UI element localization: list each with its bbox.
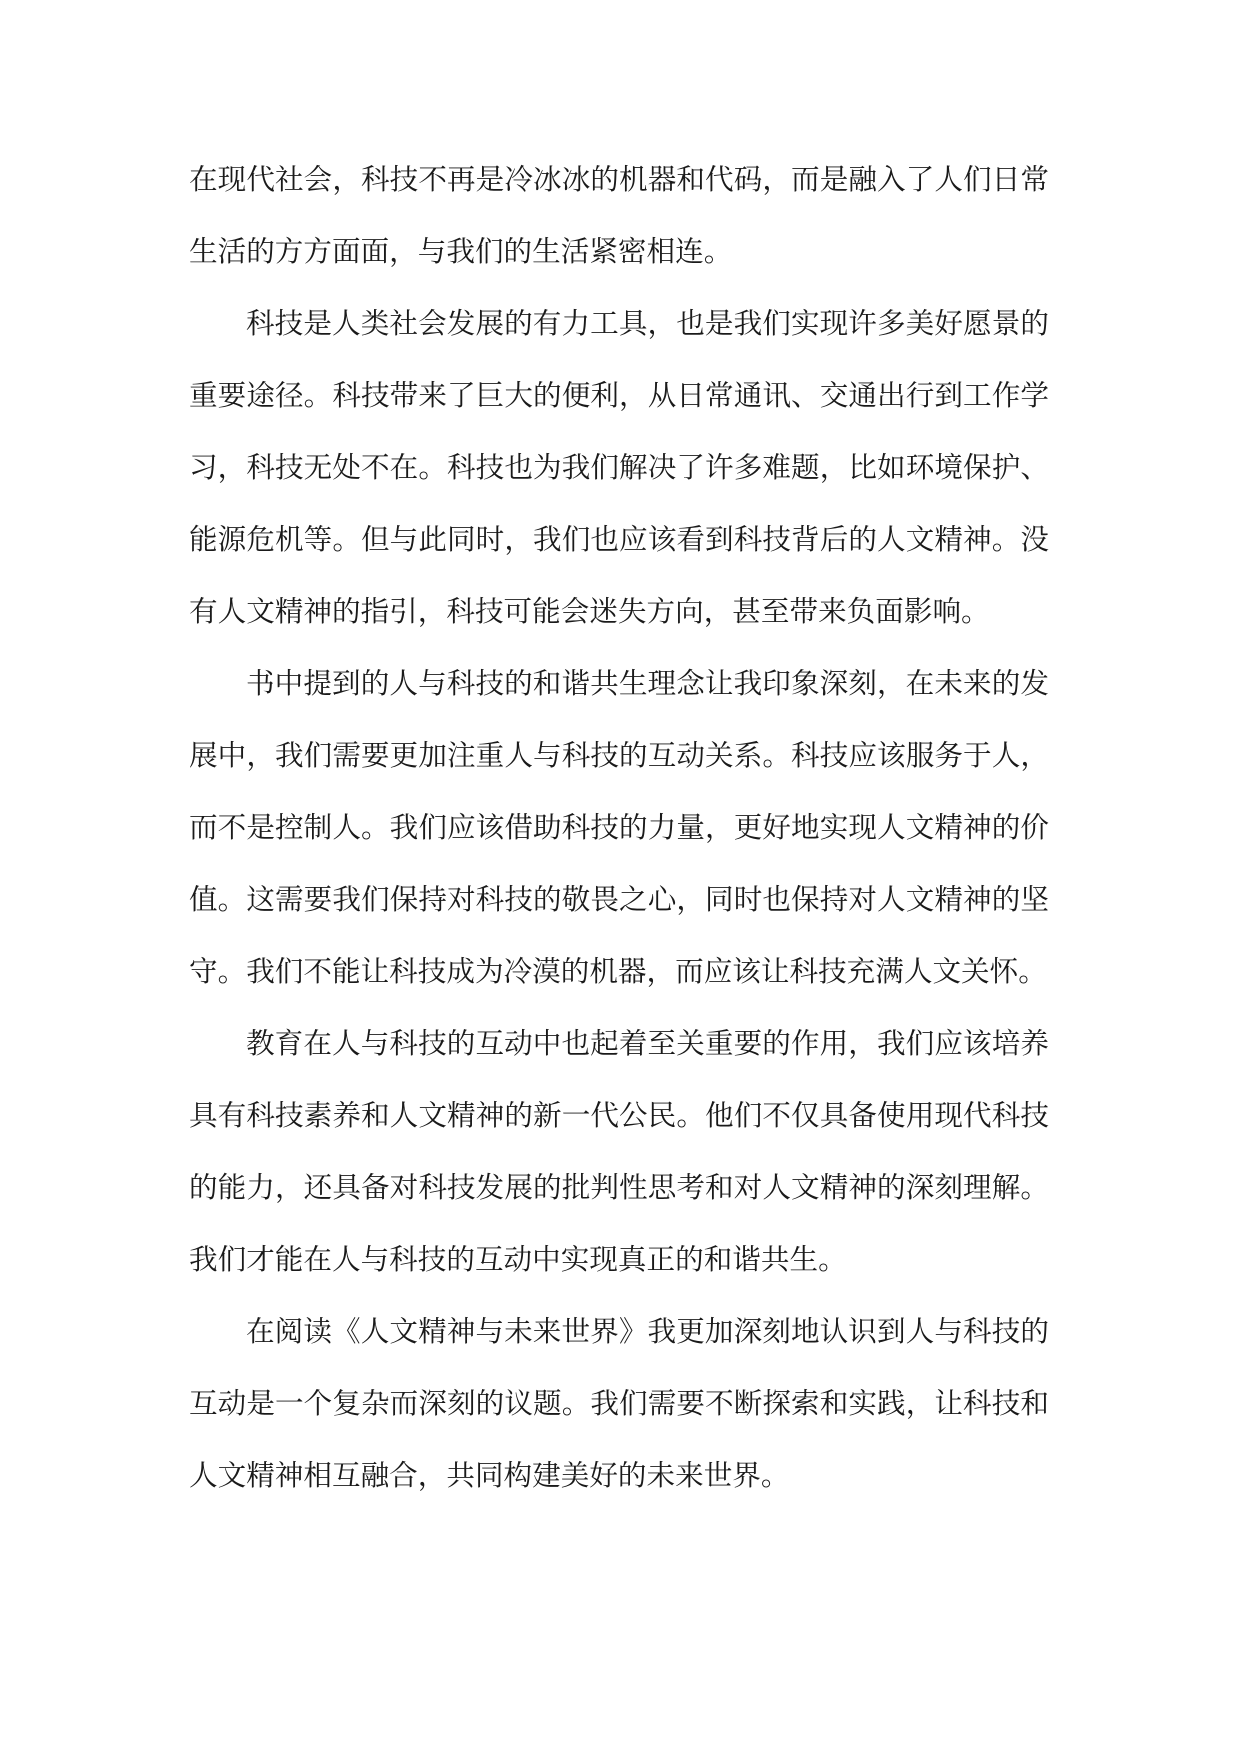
text-line: 能源危机等。但与此同时，我们也应该看到科技背后的人文精神。没 (189, 522, 1049, 556)
text-line: 具有科技素养和人文精神的新一代公民。他们不仅具备使用现代科技 (189, 1098, 1049, 1132)
text-line: 的能力，还具备对科技发展的批判性思考和对人文精神的深刻理解。 (189, 1170, 1049, 1204)
text-line: 教育在人与科技的互动中也起着至关重要的作用，我们应该培养 (246, 1026, 1049, 1060)
text-line: 值。这需要我们保持对科技的敬畏之心，同时也保持对人文精神的坚 (189, 882, 1049, 916)
text-line: 在现代社会，科技不再是冷冰冰的机器和代码，而是融入了人们日常 (189, 162, 1049, 196)
paragraph-1 (189, 143, 1049, 287)
paragraph-4 (189, 1007, 1049, 1295)
text-line: 展中，我们需要更加注重人与科技的互动关系。科技应该服务于人， (189, 738, 1049, 772)
text-line: 生活的方方面面，与我们的生活紧密相连。 (189, 234, 733, 268)
paragraph-5 (189, 1295, 1049, 1511)
text-line: 在阅读《人文精神与未来世界》我更加深刻地认识到人与科技的 (246, 1314, 1049, 1348)
paragraph-3 (189, 647, 1049, 1007)
text-line: 人文精神相互融合，共同构建美好的未来世界。 (189, 1458, 790, 1492)
text-line: 重要途径。科技带来了巨大的便利，从日常通讯、交通出行到工作学 (189, 378, 1049, 412)
text-line: 守。我们不能让科技成为冷漠的机器，而应该让科技充满人文关怀。 (189, 954, 1047, 988)
paragraph-2 (189, 287, 1049, 647)
text-line: 而不是控制人。我们应该借助科技的力量，更好地实现人文精神的价 (189, 810, 1049, 844)
text-line: 书中提到的人与科技的和谐共生理念让我印象深刻，在未来的发 (246, 666, 1049, 700)
text-line: 我们才能在人与科技的互动中实现真正的和谐共生。 (189, 1242, 847, 1276)
text-line: 科技是人类社会发展的有力工具，也是我们实现许多美好愿景的 (246, 306, 1049, 340)
document-body (189, 143, 1049, 1511)
text-line: 互动是一个复杂而深刻的议题。我们需要不断探索和实践，让科技和 (189, 1386, 1049, 1420)
text-line: 有人文精神的指引，科技可能会迷失方向，甚至带来负面影响。 (189, 594, 990, 628)
text-line: 习，科技无处不在。科技也为我们解决了许多难题，比如环境保护、 (189, 450, 1049, 484)
